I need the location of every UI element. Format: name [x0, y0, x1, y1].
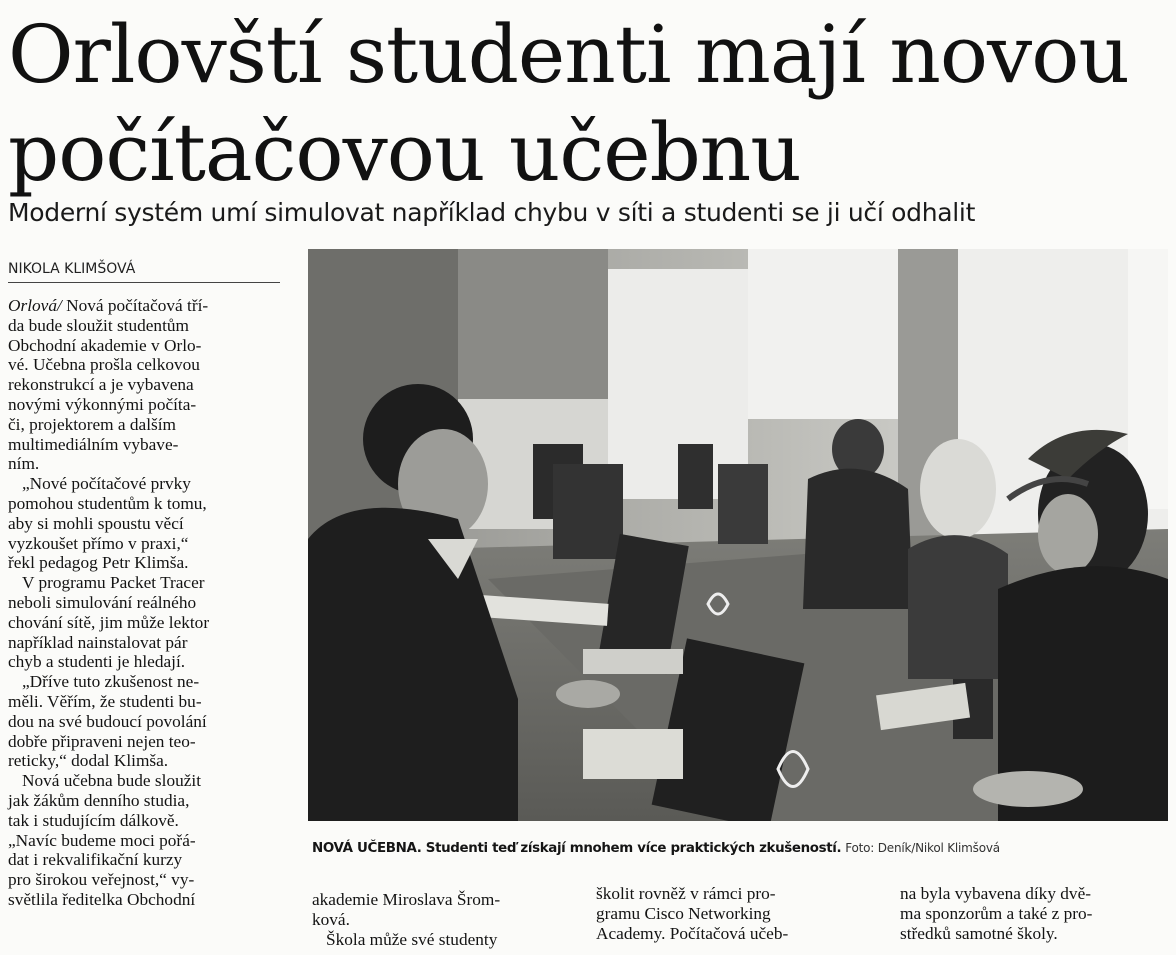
photo-caption-text: NOVÁ UČEBNA. Studenti teď získají mnohem více praktických zkušeností.	[312, 841, 842, 856]
photo-credit: Foto: Deník/Nikol Klimšová	[845, 841, 1000, 855]
article-text: Obchodní akademie v Orlo-	[8, 335, 202, 355]
article-paragraph	[596, 884, 868, 943]
article-text-line	[8, 573, 284, 593]
article-paragraph	[8, 573, 284, 672]
article-text: multimediálním vybave-	[8, 434, 179, 454]
article-paragraph	[312, 890, 584, 930]
article-text-line	[8, 791, 284, 811]
article-text: „Dříve tuto zkušenost ne-	[22, 672, 200, 692]
article-text: či, projektorem a dalším	[8, 414, 176, 434]
article-text-line	[8, 613, 284, 633]
article-text-line	[8, 355, 284, 375]
article-text: vé. Učebna prošla celkovou	[8, 355, 200, 375]
article-text: školit rovněž v rámci pro-	[596, 884, 776, 903]
article-text: pro širokou veřejnost,“ vy-	[8, 870, 195, 890]
article-text: Nová počítačová tří-	[66, 296, 209, 315]
article-text-line	[8, 831, 284, 851]
article-text-line	[8, 771, 284, 791]
article-text-line	[8, 454, 284, 474]
article-text: gramu Cisco Networking	[596, 903, 771, 923]
article-column-3	[596, 884, 868, 943]
article-text-line	[8, 652, 284, 672]
article-text: dobře připraveni nejen teo-	[8, 731, 196, 751]
article-column-4	[900, 884, 1172, 943]
article-text-line	[8, 890, 284, 910]
article-text-line	[8, 415, 284, 435]
article-text-line	[8, 732, 284, 752]
article-text: dat i rekvalifikační kurzy	[8, 850, 183, 870]
article-text-line	[8, 633, 284, 653]
article-text-line	[312, 910, 584, 930]
classroom-photo	[308, 249, 1168, 821]
article-text: Škola může své studenty	[326, 929, 498, 949]
article-column-2	[312, 890, 584, 949]
article-text: ková.	[312, 909, 350, 929]
photo-caption	[312, 838, 1172, 859]
article-text-line	[8, 751, 284, 771]
article-paragraph	[8, 296, 284, 474]
article-text: pomohou studentům k tomu,	[8, 493, 207, 513]
article-text-line	[8, 553, 284, 573]
article-text: rekonstrukcí a je vybavena	[8, 375, 194, 395]
article-text-line	[900, 904, 1172, 924]
article-text: například nainstalovat pár	[8, 632, 188, 652]
article-text: chování sítě, jim může lektor	[8, 612, 210, 632]
article-byline: NIKOLA KLIMŠOVÁ	[8, 260, 280, 283]
article-text-line	[8, 296, 284, 316]
article-text-line	[8, 375, 284, 395]
article-dateline: Orlová/	[8, 296, 62, 315]
article-text-line	[8, 672, 284, 692]
article-text-line	[8, 870, 284, 890]
article-text-line	[8, 494, 284, 514]
article-headline: Orlovští studenti mají novou počítačovou učebnu	[8, 8, 1129, 199]
article-text: ním.	[8, 454, 40, 474]
article-text-line	[596, 924, 868, 944]
article-paragraph	[8, 771, 284, 910]
article-text: jak žákům denního studia,	[8, 790, 190, 810]
article-text: dou na své budoucí povolání	[8, 711, 207, 731]
article-text-line	[8, 811, 284, 831]
article-text-line	[8, 435, 284, 455]
article-text: akademie Miroslava Šrom-	[312, 890, 501, 909]
article-text: „Nové počítačové prvky	[22, 474, 191, 494]
article-text: řekl pedagog Petr Klimša.	[8, 553, 189, 573]
article-text-line	[312, 930, 584, 950]
article-text: aby si mohli spoustu věcí	[8, 513, 184, 533]
article-paragraph	[8, 474, 284, 573]
article-text-line	[312, 890, 584, 910]
article-text: středků samotné školy.	[900, 923, 1058, 943]
article-column-1	[8, 296, 284, 910]
article-text: ma sponzorům a také z pro-	[900, 903, 1093, 923]
article-text-line	[8, 692, 284, 712]
article-text: tak i studujícím dálkově.	[8, 810, 179, 830]
article-paragraph	[900, 884, 1172, 943]
article-subheadline: Moderní systém umí simulovat například chybu v síti a studenti se ji učí odhalit	[8, 198, 976, 227]
article-text-line	[8, 336, 284, 356]
article-text-line	[900, 884, 1172, 904]
article-text-line	[8, 712, 284, 732]
article-text-line	[900, 924, 1172, 944]
article-paragraph	[312, 930, 584, 950]
article-text-line	[596, 904, 868, 924]
article-text: neboli simulování reálného	[8, 592, 197, 612]
article-text: da bude sloužit studentům	[8, 315, 189, 335]
article-text: Nová učebna bude sloužit	[22, 771, 201, 791]
article-text: reticky,“ dodal Klimša.	[8, 751, 169, 771]
article-text-line	[8, 534, 284, 554]
article-text-line	[8, 395, 284, 415]
article-text: na byla vybavena díky dvě-	[900, 884, 1091, 903]
article-text: novými výkonnými počíta-	[8, 394, 197, 414]
article-paragraph	[8, 672, 284, 771]
article-text-line	[8, 593, 284, 613]
article-text-line	[8, 474, 284, 494]
article-text-line	[8, 514, 284, 534]
article-text: V programu Packet Tracer	[22, 573, 205, 593]
article-text-line	[8, 316, 284, 336]
article-text: světlila ředitelka Obchodní	[8, 889, 196, 909]
article-text-line	[8, 850, 284, 870]
article-text: Academy. Počítačová učeb-	[596, 923, 789, 943]
article-text: vyzkoušet přímo v praxi,“	[8, 533, 189, 553]
article-text: měli. Věřím, že studenti bu-	[8, 691, 202, 711]
article-text: „Navíc budeme moci pořá-	[8, 830, 196, 850]
article-text-line	[596, 884, 868, 904]
article-text: chyb a studenti je hledají.	[8, 652, 186, 672]
